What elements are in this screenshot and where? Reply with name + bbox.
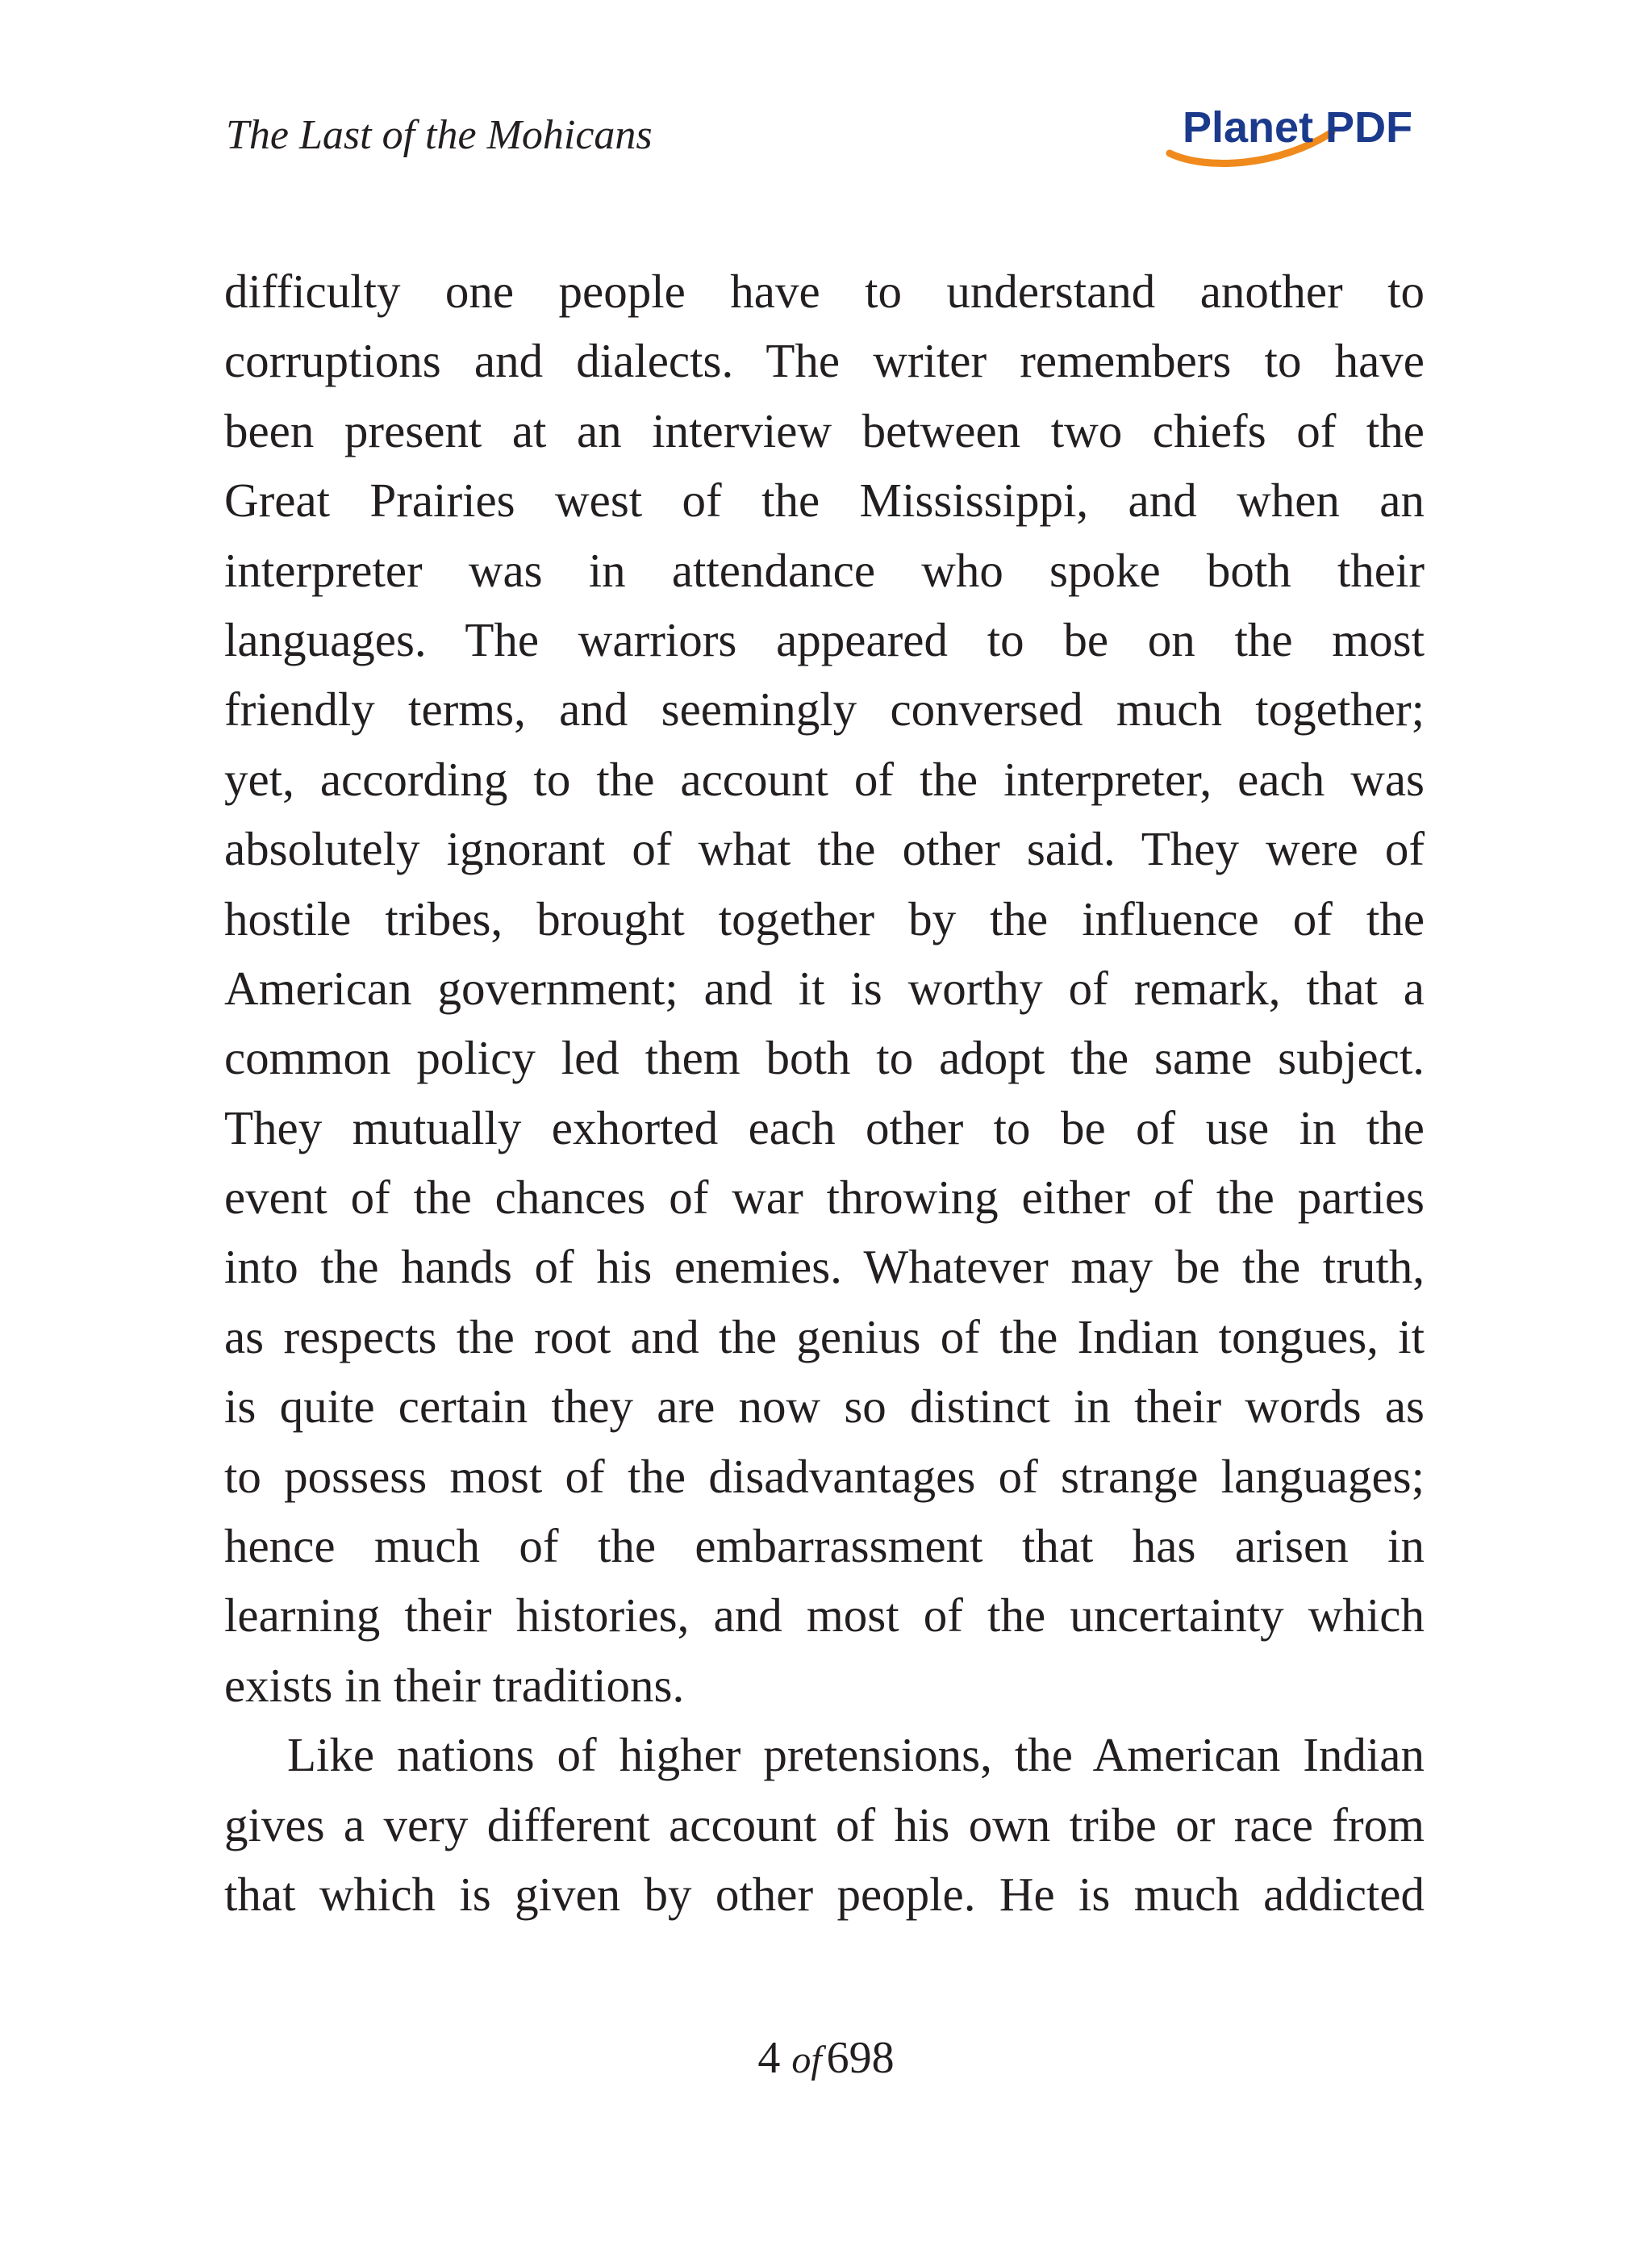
- text-line: absolutely ignorant of what the other said. They were of: [224, 822, 1425, 876]
- text-line: American government; and it is worthy of remark, that a: [224, 961, 1425, 1015]
- text-line: Like nations of higher pretensions, the American Indian: [287, 1728, 1425, 1782]
- text-line: learning their histories, and most of the uncertainty which: [224, 1588, 1425, 1642]
- text-line: common policy led them both to adopt the same subject.: [224, 1031, 1425, 1085]
- text-line: is quite certain they are now so distinct in their words as: [224, 1380, 1425, 1434]
- text-line: hostile tribes, brought together by the influence of the: [224, 891, 1425, 945]
- planet-pdf-logo-icon: [1158, 97, 1433, 177]
- text-line: hence much of the embarrassment that has arisen in: [224, 1519, 1425, 1573]
- text-line: interpreter was in attendance who spoke both their: [224, 543, 1425, 597]
- text-line: to possess most of the disadvantages of strange languages;: [224, 1449, 1425, 1503]
- text-line: that which is given by other people. He is much addicted: [224, 1867, 1425, 1921]
- text-line: languages. The warriors appeared to be on the most: [224, 612, 1425, 666]
- text-line: gives a very different account of his own tribe or race from: [224, 1797, 1425, 1851]
- current-page: 4: [757, 2033, 781, 2083]
- body-text: [224, 257, 1425, 1929]
- text-line: friendly terms, and seemingly conversed much together;: [224, 682, 1425, 737]
- text-line: They mutually exhorted each other to be of use in the: [224, 1100, 1425, 1154]
- text-line: exists in their traditions.: [224, 1658, 685, 1712]
- planet-pdf-logo[interactable]: [1158, 97, 1433, 177]
- text-line: difficulty one people have to understand another to: [224, 265, 1425, 318]
- text-line: into the hands of his enemies. Whatever may be the truth,: [224, 1240, 1425, 1294]
- total-pages: 698: [826, 2033, 895, 2083]
- text-line: Great Prairies west of the Mississippi, and when an: [224, 474, 1425, 528]
- page-of-label: of: [791, 2039, 822, 2081]
- paragraph-2: [224, 1720, 1425, 1929]
- text-line: event of the chances of war throwing either of the parties: [224, 1171, 1425, 1225]
- text-line: as respects the root and the genius of the Indian tongues, it: [224, 1309, 1425, 1363]
- logo-wordmark: Planet PDF: [1183, 103, 1413, 152]
- paragraph-1: [224, 257, 1425, 1720]
- page-number: [0, 2030, 1652, 2089]
- text-line: been present at an interview between two chiefs of the: [224, 403, 1425, 457]
- text-line: corruptions and dialects. The writer remembers to have: [224, 334, 1425, 388]
- text-line: yet, according to the account of the interpreter, each was: [224, 752, 1425, 806]
- running-head-title: The Last of the Mohicans: [226, 112, 653, 158]
